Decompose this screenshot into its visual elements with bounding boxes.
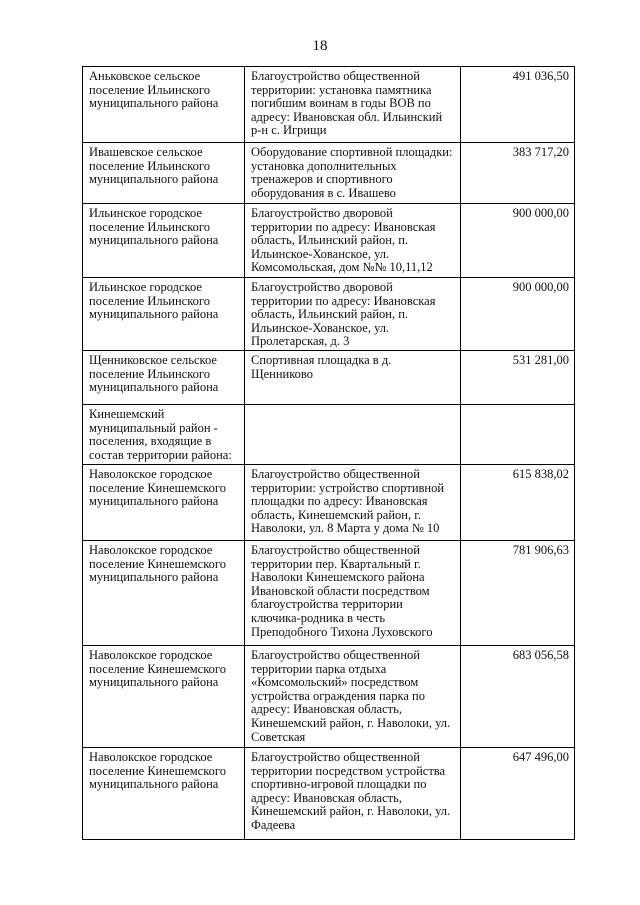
recipient-cell: Наволокское городское поселение Кинешемского муниципального района [83, 541, 245, 646]
amount-cell: 383 717,20 [461, 143, 575, 204]
purpose-cell: Благоустройство общественной территории пер. Квартальный г. Наволоки Кинешемского района Ивановской области посредством благоустройства территории ключика-родника в честь Преподобного Тихона Луховского [245, 541, 461, 646]
table-row [83, 278, 575, 351]
amount-cell: 781 906,63 [461, 541, 575, 646]
recipient-cell: Ильинское городское поселение Ильинского муниципального района [83, 204, 245, 278]
recipient-cell: Наволокское городское поселение Кинешемского муниципального района [83, 465, 245, 541]
amount-cell: 900 000,00 [461, 278, 575, 351]
table-row [83, 204, 575, 278]
purpose-cell: Благоустройство общественной территории парка отдыха «Комсомольский» посредством устройства ограждения парка по адресу: Ивановская область, Кинешемский район, г. Наволоки, ул. Советская [245, 646, 461, 748]
purpose-cell: Спортивная площадка в д. Щенниково [245, 351, 461, 405]
recipient-cell: Наволокское городское поселение Кинешемского муниципального района [83, 748, 245, 840]
section-header-cell: Кинешемский муниципальный район - поселения, входящие в состав территории района: [83, 405, 245, 465]
recipient-cell: Ильинское городское поселение Ильинского муниципального района [83, 278, 245, 351]
amount-cell: 900 000,00 [461, 204, 575, 278]
recipient-cell: Аньковское сельское поселение Ильинского муниципального района [83, 67, 245, 143]
purpose-cell: Оборудование спортивной площадки: установка дополнительных тренажеров и спортивного оборудования в с. Ивашево [245, 143, 461, 204]
amount-cell: 491 036,50 [461, 67, 575, 143]
recipient-cell: Ивашевское сельское поселение Ильинского муниципального района [83, 143, 245, 204]
table-row [83, 748, 575, 840]
amount-cell: 615 838,02 [461, 465, 575, 541]
table-row [83, 351, 575, 405]
amount-cell [461, 405, 575, 465]
table-row [83, 465, 575, 541]
recipient-cell: Наволокское городское поселение Кинешемского муниципального района [83, 646, 245, 748]
table-row [83, 541, 575, 646]
table-row [83, 143, 575, 204]
table-row [83, 646, 575, 748]
funding-table [82, 66, 575, 840]
purpose-cell: Благоустройство общественной территории: установка памятника погибшим воинам в годы ВОВ по адресу: Ивановская обл. Ильинский р-н с. Игрищи [245, 67, 461, 143]
recipient-cell: Щенниковское сельское поселение Ильинского муниципального района [83, 351, 245, 405]
table-row [83, 67, 575, 143]
table-row [83, 405, 575, 465]
amount-cell: 531 281,00 [461, 351, 575, 405]
purpose-cell: Благоустройство общественной территории: устройство спортивной площадки по адресу: Ивановская область, Кинешемский район, г. Наволоки, ул. 8 Марта у дома № 10 [245, 465, 461, 541]
purpose-cell: Благоустройство дворовой территории по адресу: Ивановская область, Ильинский район, п. Ильинское-Хованское, ул. Пролетарская, д. 3 [245, 278, 461, 351]
amount-cell: 683 056,58 [461, 646, 575, 748]
amount-cell: 647 496,00 [461, 748, 575, 840]
purpose-cell: Благоустройство дворовой территории по адресу: Ивановская область, Ильинский район, п. Ильинское-Хованское, ул. Комсомольская, дом №№ 10,11,12 [245, 204, 461, 278]
purpose-cell: Благоустройство общественной территории посредством устройства спортивно-игровой площадки по адресу: Ивановская область, Кинешемский район, г. Наволоки, ул. Фадеева [245, 748, 461, 840]
purpose-cell [245, 405, 461, 465]
page-number: 18 [312, 38, 328, 54]
